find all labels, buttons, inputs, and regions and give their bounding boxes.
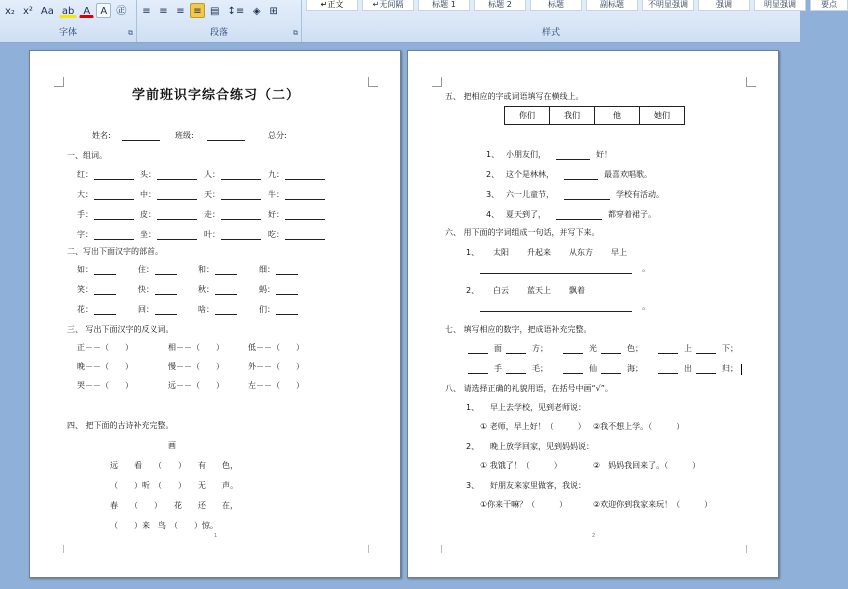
item-text: 小朋友们，	[506, 150, 546, 159]
word-prompt: 手：	[77, 210, 93, 219]
answer-blank[interactable]	[94, 293, 116, 295]
word-prompt: 皮：	[140, 210, 156, 219]
antonym-prompt: 正－－（ ）	[77, 343, 133, 352]
antonym-prompt: 低－－（ ）	[248, 343, 304, 352]
idiom-char: 色；	[627, 344, 643, 353]
align-left-icon[interactable]: ≡	[142, 5, 151, 17]
style-normal[interactable]: ↵正文	[306, 0, 358, 11]
answer-blank[interactable]	[601, 372, 621, 374]
word-tile: 升起来	[527, 248, 551, 257]
page-number: 1	[214, 533, 218, 539]
radical-prompt: 秋：	[198, 285, 214, 294]
superscript-button[interactable]: x²	[22, 5, 33, 17]
crop-mark	[746, 545, 747, 553]
crop-mark	[54, 77, 64, 87]
antonym-prompt: 左－－（ ）	[248, 381, 304, 390]
crop-mark	[441, 545, 442, 553]
radical-prompt: 花：	[77, 305, 93, 314]
subscript-button[interactable]: x₂	[5, 5, 15, 17]
idiom-char: 出	[684, 364, 692, 373]
answer-blank[interactable]	[563, 372, 583, 374]
document-page-2[interactable]	[407, 50, 779, 578]
period: 。	[642, 302, 650, 311]
answer-blank[interactable]	[506, 372, 526, 374]
font-color-button[interactable]: A	[79, 3, 94, 18]
answer-blank[interactable]	[155, 313, 177, 315]
name-label: 姓名:	[92, 131, 111, 140]
word-prompt: 红：	[77, 170, 93, 179]
styles-group	[302, 0, 837, 42]
word-tile: 蓝天上	[527, 286, 551, 295]
antonym-prompt: 外－－（ ）	[248, 362, 304, 371]
document-page-1[interactable]	[29, 50, 401, 578]
change-case-button[interactable]: Aa	[40, 5, 54, 17]
answer-blank[interactable]	[285, 198, 325, 200]
style-title[interactable]: 标题	[530, 0, 582, 11]
align-center-icon[interactable]: ≡	[159, 5, 168, 17]
enclose-characters-button[interactable]: ㊣	[116, 5, 127, 17]
item-number: 1、	[466, 248, 480, 257]
word-prompt: 大：	[77, 190, 93, 199]
radical-prompt: 回：	[138, 305, 154, 314]
answer-blank[interactable]	[94, 218, 134, 220]
word-tile: 早上	[611, 248, 627, 257]
item-text: 夏天到了，	[506, 210, 546, 219]
answer-blank[interactable]	[658, 352, 678, 354]
style-subtitle[interactable]: 副标题	[586, 0, 638, 11]
word-prompt: 头：	[140, 170, 156, 179]
crop-mark	[368, 77, 378, 87]
word-prompt: 人：	[204, 170, 220, 179]
answer-blank[interactable]	[696, 372, 716, 374]
crop-mark	[746, 77, 756, 87]
paragraph-group-label: 段落	[209, 28, 228, 38]
answer-blank[interactable]	[480, 272, 632, 274]
idiom-char: 方；	[532, 344, 548, 353]
answer-blank[interactable]	[157, 218, 197, 220]
antonym-prompt: 晚－－（ ）	[77, 362, 133, 371]
answer-blank[interactable]	[94, 273, 116, 275]
poem-title: 画	[168, 441, 176, 450]
radical-prompt: 细：	[259, 265, 275, 274]
style-strong[interactable]: 要点	[810, 0, 848, 11]
answer-blank[interactable]	[155, 273, 177, 275]
font-group-label: 字体	[58, 28, 77, 38]
highlight-color-button[interactable]: ab	[59, 3, 77, 18]
text-cursor	[741, 364, 742, 375]
antonym-prompt: 相－－（ ）	[168, 343, 224, 352]
character-shading-button[interactable]: A	[96, 3, 111, 18]
answer-blank[interactable]	[215, 313, 237, 315]
answer-blank[interactable]	[94, 313, 116, 315]
idiom-char: 仙	[589, 364, 597, 373]
word-prompt: 吃：	[268, 230, 284, 239]
word-choice-cell: 你们	[505, 107, 550, 125]
item-text: 学校有活动。	[616, 190, 664, 199]
word-choice-table	[504, 106, 685, 125]
word-prompt: 字：	[77, 230, 93, 239]
font-group	[0, 0, 137, 42]
item-text: 都穿着裙子。	[608, 210, 656, 219]
word-prompt: 叶：	[204, 230, 220, 239]
radical-prompt: 们：	[259, 305, 275, 314]
answer-blank[interactable]	[157, 198, 197, 200]
word-prompt: 牛：	[268, 190, 284, 199]
item-number: 1、	[486, 150, 500, 159]
styles-group-label: 样式	[541, 28, 560, 38]
answer-blank[interactable]	[221, 178, 261, 180]
idiom-char: 光	[589, 344, 597, 353]
ribbon	[0, 0, 837, 43]
word-choice-cell: 她们	[640, 107, 685, 125]
idiom-char: 下；	[722, 344, 738, 353]
word-choice-cell: 他	[595, 107, 640, 125]
item-number: 1、	[466, 403, 480, 412]
antonym-prompt: 哭－－（ ）	[77, 381, 133, 390]
option-b[interactable]: ② 妈妈我回来了。（ ）	[593, 461, 701, 470]
answer-blank[interactable]	[285, 218, 325, 220]
radical-prompt: 蚂：	[259, 285, 275, 294]
idiom-char: 毛；	[532, 364, 548, 373]
style-emphasis[interactable]: 强调	[698, 0, 750, 11]
answer-blank[interactable]	[276, 293, 298, 295]
style-subtle-emphasis[interactable]: 不明显强调	[642, 0, 694, 11]
word-tile: 飘着	[569, 286, 585, 295]
word-prompt: 天：	[204, 190, 220, 199]
option-a[interactable]: ① 我饿了！（ ）	[480, 461, 562, 470]
answer-blank[interactable]	[221, 238, 261, 240]
answer-blank[interactable]	[506, 352, 526, 354]
answer-blank[interactable]	[468, 352, 488, 354]
answer-blank[interactable]	[94, 238, 134, 240]
crop-mark	[368, 545, 369, 553]
poem-line: （ ）听 （ ） 无 声。	[110, 481, 238, 490]
answer-blank[interactable]	[221, 218, 261, 220]
section-2-heading: 二、写出下面汉字的部首。	[67, 247, 163, 256]
question-text: 晚上放学回家，见到妈妈说：	[490, 442, 594, 451]
option-a[interactable]: ① 老师，早上好！（ ）	[480, 422, 586, 431]
class-blank[interactable]	[207, 139, 245, 141]
score-label: 总分:	[268, 131, 287, 140]
answer-blank[interactable]	[564, 198, 610, 200]
radical-prompt: 如：	[77, 265, 93, 274]
radical-prompt: 快：	[138, 285, 154, 294]
name-blank[interactable]	[122, 139, 160, 141]
answer-blank[interactable]	[94, 198, 134, 200]
crop-mark	[432, 77, 442, 87]
question-text: 好朋友来家里做客，我说：	[490, 481, 586, 490]
answer-blank[interactable]	[556, 158, 590, 160]
section-6-heading: 六、 用下面的字词组成一句话，并写下来。	[445, 228, 600, 237]
question-text: 早上去学校，见到老师说：	[490, 403, 586, 412]
idiom-char: 海；	[627, 364, 643, 373]
answer-blank[interactable]	[157, 238, 197, 240]
word-choice-cell: 我们	[550, 107, 595, 125]
style-intense-emphasis[interactable]: 明显强调	[754, 0, 806, 11]
paragraph-dialog-launcher-icon[interactable]: ⧉	[293, 29, 298, 37]
item-number: 2、	[466, 286, 480, 295]
answer-blank[interactable]	[215, 273, 237, 275]
idiom-char: 上	[684, 344, 692, 353]
antonym-prompt: 慢－－（ ）	[168, 362, 224, 371]
word-prompt: 九：	[268, 170, 284, 179]
shading-icon[interactable]: ◈	[252, 5, 261, 17]
poem-line: 春 （ ） 花 还 在，	[110, 501, 238, 510]
radical-prompt: 啥：	[198, 305, 214, 314]
answer-blank[interactable]	[155, 293, 177, 295]
word-prompt: 好：	[268, 210, 284, 219]
borders-icon[interactable]: ⊞	[269, 5, 278, 17]
answer-blank[interactable]	[564, 178, 598, 180]
font-dialog-launcher-icon[interactable]: ⧉	[128, 29, 133, 37]
answer-blank[interactable]	[563, 352, 583, 354]
answer-blank[interactable]	[276, 273, 298, 275]
answer-blank[interactable]	[658, 372, 678, 374]
radical-prompt: 笑：	[77, 285, 93, 294]
option-b[interactable]: ②我不想上学。（ ）	[593, 422, 685, 431]
answer-blank[interactable]	[276, 313, 298, 315]
answer-blank[interactable]	[94, 178, 134, 180]
answer-blank[interactable]	[601, 352, 621, 354]
style-no-spacing[interactable]: ↵无间隔	[362, 0, 414, 11]
poem-line: 远 看 （ ） 有 色，	[110, 461, 238, 470]
item-text: 好！	[596, 150, 612, 159]
paragraph-group	[137, 0, 302, 42]
idiom-char: 面	[494, 344, 502, 353]
answer-blank[interactable]	[221, 198, 261, 200]
answer-blank[interactable]	[285, 178, 325, 180]
answer-blank[interactable]	[468, 372, 488, 374]
item-number: 4、	[486, 210, 500, 219]
answer-blank[interactable]	[285, 238, 325, 240]
justify-icon[interactable]: ≡	[190, 3, 205, 18]
word-prompt: 中：	[140, 190, 156, 199]
answer-blank[interactable]	[215, 293, 237, 295]
word-tile: 从东方	[569, 248, 593, 257]
radical-prompt: 和：	[198, 265, 214, 274]
style-heading-2[interactable]: 标题 2	[474, 0, 526, 11]
section-8-heading: 八、 请选择正确的礼貌用语，在括号中画“√”。	[445, 384, 613, 393]
item-text: 六一儿童节，	[506, 190, 554, 199]
option-a[interactable]: ①你来干嘛？（ ）	[480, 500, 568, 509]
idiom-char: 手	[494, 364, 502, 373]
section-4-heading: 四、 把下面的古诗补充完整。	[67, 421, 174, 430]
line-spacing-icon[interactable]: ↕≡	[227, 5, 245, 17]
distributed-icon[interactable]: ▤	[210, 5, 220, 17]
crop-mark	[63, 545, 64, 553]
word-prompt: 坐：	[140, 230, 156, 239]
poem-line: （ ）来 鸟 （ ）惊。	[110, 521, 218, 530]
class-label: 班级:	[175, 131, 194, 140]
word-prompt: 走：	[204, 210, 220, 219]
section-7-heading: 七、 填写相应的数字，把成语补充完整。	[445, 325, 592, 334]
answer-blank[interactable]	[480, 310, 632, 312]
section-3-heading: 三、 写出下面汉字的反义词。	[67, 325, 174, 334]
page-number: 2	[592, 533, 596, 539]
section-5-heading: 五、 把相应的字或词语填写在横线上。	[445, 92, 584, 101]
word-tile: 太阳	[493, 248, 509, 257]
item-text: 最喜欢唱歌。	[604, 170, 652, 179]
item-number: 3、	[486, 190, 500, 199]
align-right-icon[interactable]: ≡	[176, 5, 185, 17]
style-heading-1[interactable]: 标题 1	[418, 0, 470, 11]
antonym-prompt: 远－－（ ）	[168, 381, 224, 390]
item-number: 3、	[466, 481, 480, 490]
item-number: 2、	[466, 442, 480, 451]
period: 。	[642, 264, 650, 273]
word-tile: 白云	[493, 286, 509, 295]
idiom-char: 归；	[722, 364, 738, 373]
section-1-heading: 一、组词。	[67, 151, 107, 160]
item-text: 这个是林林，	[506, 170, 554, 179]
option-b[interactable]: ②欢迎你到我家来玩！（ ）	[593, 500, 713, 509]
page-title: 学前班识字综合练习（二）	[132, 88, 301, 103]
answer-blank[interactable]	[556, 218, 602, 220]
radical-prompt: 住：	[138, 265, 154, 274]
answer-blank[interactable]	[696, 352, 716, 354]
item-number: 2、	[486, 170, 500, 179]
answer-blank[interactable]	[157, 178, 197, 180]
